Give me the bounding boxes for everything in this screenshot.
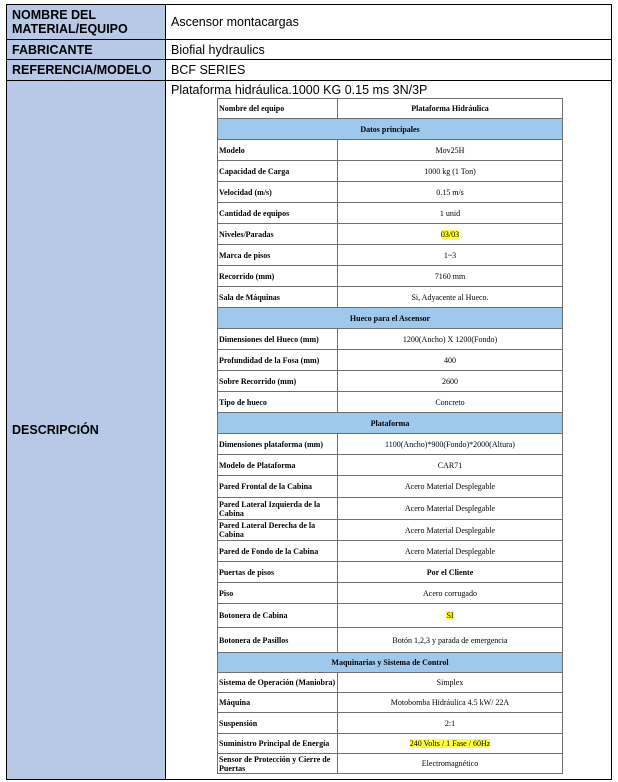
spec-value: Botón 1,2,3 y parada de emergencia: [338, 628, 563, 653]
spec-value: Electromagnético: [338, 754, 563, 774]
nombre-label: NOMBRE DEL MATERIAL/EQUIPO: [7, 5, 166, 39]
spec-key: Sistema de Operación (Maniobra): [218, 673, 338, 693]
spec-key: Profundidad de la Fosa (mm): [218, 350, 338, 371]
highlighted-value: SI: [446, 611, 454, 620]
spec-row: [218, 99, 563, 119]
spec-value: Acero corrugado: [338, 583, 563, 604]
fabricante-value: Biofial hydraulics: [171, 42, 265, 57]
spec-key: Sala de Máquinas: [218, 287, 338, 308]
spec-key: Botonera de Cabina: [218, 604, 338, 628]
descripcion-label: DESCRIPCIÓN: [7, 81, 166, 779]
spec-value: Por el Cliente: [338, 562, 563, 583]
spec-value: Acero Material Desplegable: [338, 498, 563, 520]
row-referencia: [7, 60, 611, 81]
highlighted-value: 03/03: [440, 229, 460, 239]
spec-value: 1100(Ancho)*900(Fondo)*2000(Altura): [338, 434, 563, 455]
descripcion-title: Plataforma hidráulica.1000 KG 0.15 ms 3N/3P: [171, 83, 428, 97]
document-table: [6, 4, 612, 780]
spec-value: CAR71: [338, 455, 563, 476]
descripcion-cell: [166, 81, 611, 779]
spec-value: 0.15 m/s: [338, 182, 563, 203]
spec-value: 2600: [338, 371, 563, 392]
nombre-value: Ascensor montacargas: [171, 15, 299, 29]
spec-key: Recorrido (mm): [218, 266, 338, 287]
spec-key: Capacidad de Carga: [218, 161, 338, 182]
spec-value: Acero Material Desplegable: [338, 476, 563, 498]
spec-key: Nombre del equipo: [218, 99, 338, 119]
spec-key: Suministro Principal de Energía: [218, 734, 338, 754]
spec-key: Tipo de hueco: [218, 392, 338, 413]
section-header: [218, 308, 563, 329]
highlighted-value: 240 Volts / 1 Fase / 60Hz: [409, 739, 491, 748]
spec-key: Piso: [218, 583, 338, 604]
spec-key: Marca de pisos: [218, 245, 338, 266]
spec-value: 1~3: [338, 245, 563, 266]
spec-value: 2:1: [338, 713, 563, 734]
section-header: [218, 653, 563, 673]
spec-value: Acero Material Desplegable: [338, 520, 563, 541]
spec-key: Pared de Fondo de la Cabina: [218, 541, 338, 562]
spec-key: Cantidad de equipos: [218, 203, 338, 224]
spec-key: Dimensiones del Hueco (mm): [218, 329, 338, 350]
spec-key: Modelo de Plataforma: [218, 455, 338, 476]
spec-value: Concreto: [338, 392, 563, 413]
spec-value: 1 unid: [338, 203, 563, 224]
spec-key: Niveles/Paradas: [218, 224, 338, 245]
section-header: [218, 413, 563, 434]
spec-value: Acero Material Desplegable: [338, 541, 563, 562]
section-title: Maquinarias y Sistema de Control: [218, 653, 563, 673]
section-title: Plataforma: [218, 413, 563, 434]
spec-key: Velocidad (m/s): [218, 182, 338, 203]
section-header: [218, 119, 563, 140]
referencia-label: REFERENCIA/MODELO: [7, 60, 166, 80]
spec-value: Si, Adyacente al Hueco.: [338, 287, 563, 308]
spec-key: Modelo: [218, 140, 338, 161]
spec-key: Pared Lateral Derecha de la Cabina: [218, 520, 338, 541]
spec-key: Sensor de Protección y Cierre de Puertas: [218, 754, 338, 774]
spec-value: Mov25H: [338, 140, 563, 161]
spec-value: 7160 mm: [338, 266, 563, 287]
fabricante-label: FABRICANTE: [7, 40, 166, 59]
section-title: Hueco para el Ascensor: [218, 308, 563, 329]
spec-value: Motobomba Hidráulica 4.5 kW/ 22A: [338, 693, 563, 713]
spec-key: Sobre Recorrido (mm): [218, 371, 338, 392]
referencia-value: BCF SERIES: [171, 63, 246, 77]
spec-key: Dimensiones plataforma (mm): [218, 434, 338, 455]
spec-key: Botonera de Pasillos: [218, 628, 338, 653]
spec-key: Puertas de pisos: [218, 562, 338, 583]
spec-key: Pared Lateral Izquierda de la Cabina: [218, 498, 338, 520]
spec-value: 1000 kg (1 Ton): [338, 161, 563, 182]
spec-key: Pared Frontal de la Cabina: [218, 476, 338, 498]
spec-key: Suspensión: [218, 713, 338, 734]
spec-value: 400: [338, 350, 563, 371]
spec-value: Plataforma Hidráulica: [338, 99, 563, 119]
spec-value: Simplex: [338, 673, 563, 693]
section-title: Datos principales: [218, 119, 563, 140]
row-nombre: [7, 5, 611, 40]
row-fabricante: [7, 40, 611, 60]
spec-key: Máquina: [218, 693, 338, 713]
spec-table: [217, 98, 563, 774]
spec-value: 1200(Ancho) X 1200(Fondo): [338, 329, 563, 350]
